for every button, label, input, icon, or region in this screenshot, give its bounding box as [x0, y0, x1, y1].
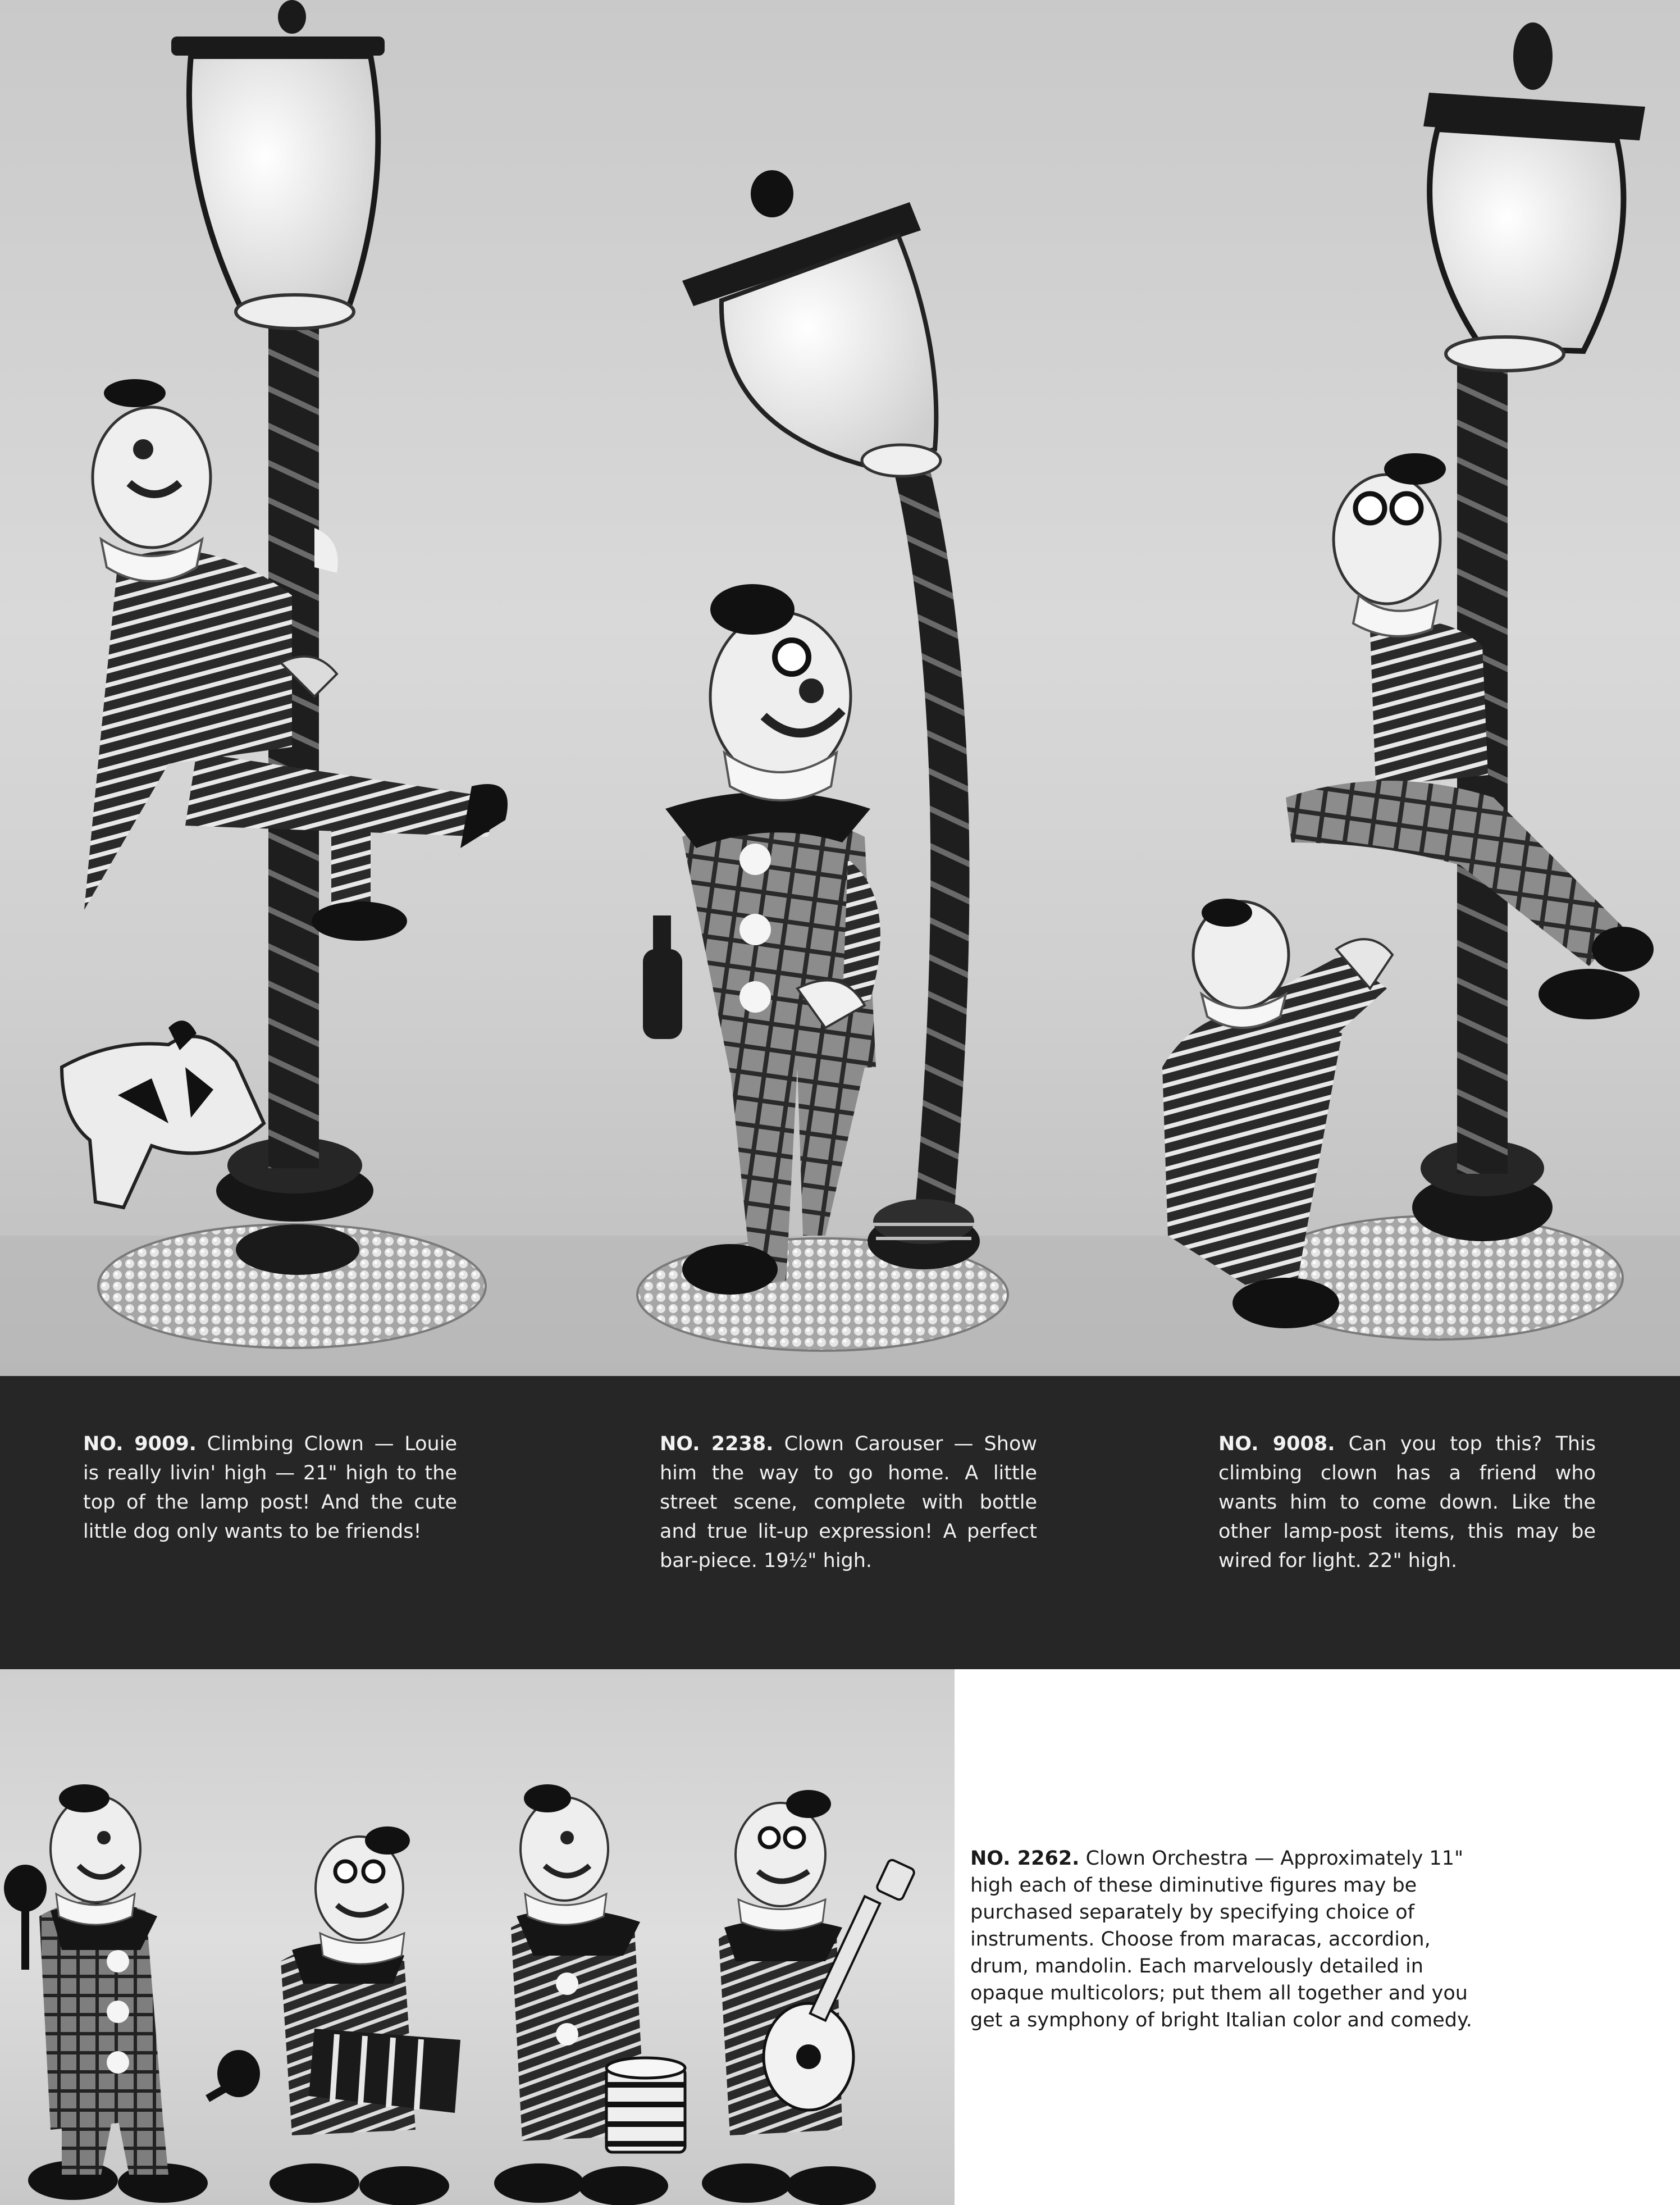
caption-number: NO. 9009.: [83, 1433, 197, 1455]
drum-icon: [606, 2058, 685, 2152]
clown-carouser-figure-2238: [637, 170, 1008, 1351]
orchestra-text: Clown Orchestra — Approximately 11" high each of these diminutive figures may be purchased separately by specifying choice of instruments. Choose from maracas, accordion, drum, mandolin. Each marvelously detailed in opaque multicolors; put them all together and you get a symphony of bright Italian color and comedy.: [970, 1847, 1472, 2031]
caption-number: NO. 9008.: [1218, 1433, 1335, 1455]
clown-accordion-figure: [270, 1826, 460, 2205]
caption-text: Can you top this? This climbing clown has a friend who wants him to come down. Like the other lamp-post items, this may be wired for light. 22" high.: [1218, 1433, 1596, 1572]
clown-figure-icon: [665, 584, 880, 1295]
climbing-clown-figure-9008: [1162, 22, 1654, 1340]
orchestra-description: [970, 1845, 1492, 2034]
clown-mandolin-figure: [702, 1790, 915, 2205]
caption-2238: [660, 1429, 1037, 1575]
lamp-post-icon: [1423, 22, 1645, 371]
caption-9008: [1218, 1429, 1596, 1575]
lamp-post-icon: [171, 0, 385, 329]
clown-orchestra-photo: [0, 1669, 955, 2205]
caption-9009: [83, 1429, 457, 1546]
climbing-clown-figure-9009: [62, 0, 508, 1348]
caption-text: Clown Carouser — Show him the way to go home. A little street scene, complete with bottle and true lit-up expression! A perfect bar-piece. 19½" high.: [660, 1433, 1037, 1572]
clown-maracas-figure: [4, 1784, 260, 2203]
bottle-icon: [643, 915, 682, 1039]
orchestra-number: NO. 2262.: [970, 1847, 1080, 1870]
clown-drum-figure: [494, 1784, 685, 2205]
caption-number: NO. 2238.: [660, 1433, 774, 1455]
caption-text: Climbing Clown — Louie is really livin' high — 21" high to the top of the lamp post! And the cute little dog only wants to be friends!: [83, 1433, 457, 1543]
accordion-icon: [309, 2029, 460, 2113]
